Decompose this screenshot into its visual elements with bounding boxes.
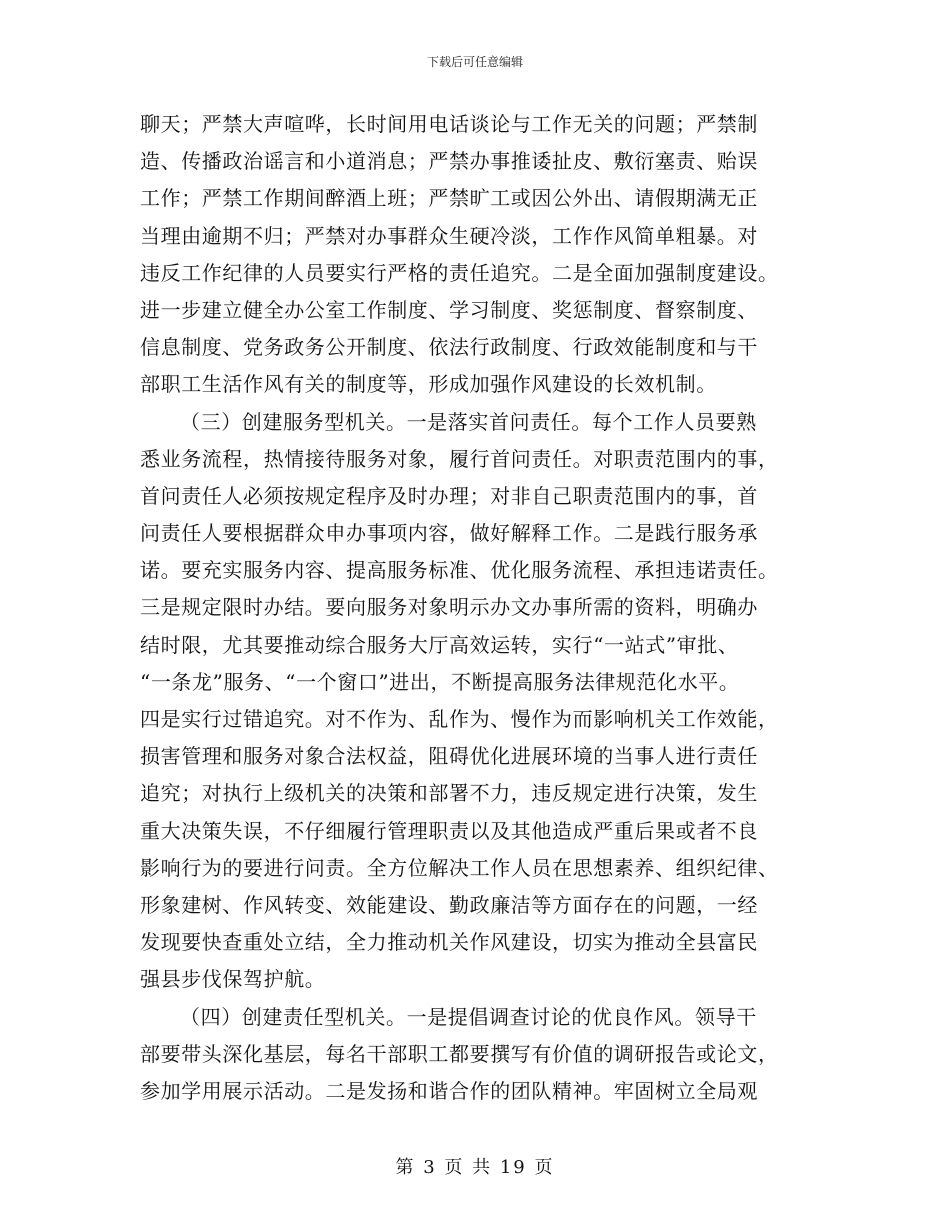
- text-line: 三是规定限时办结。要向服务对象明示办文办事所需的资料，明确办: [140, 595, 758, 620]
- text-line: 损害管理和服务对象合法权益，阻碍优化进展环境的当事人进行责任: [140, 744, 758, 769]
- text-line: 形象建树、作风转变、效能建设、勤政廉洁等方面存在的问题，一经: [140, 892, 758, 917]
- text-line: 参加学用展示活动。二是发扬和谐合作的团队精神。牢固树立全局观: [140, 1078, 758, 1103]
- text-line: 当理由逾期不归；严禁对办事群众生硬冷淡，工作作风简单粗暴。对: [140, 223, 758, 248]
- document-body: [140, 106, 820, 1110]
- text-line: 重大决策失误，不仔细履行管理职责以及其他造成严重后果或者不良: [140, 818, 758, 843]
- text-line: 影响行为的要进行问责。全方位解决工作人员在思想素养、组织纪律、: [140, 855, 779, 880]
- text-line: 追究；对执行上级机关的决策和部署不力，违反规定进行决策，发生: [140, 781, 758, 806]
- text-line: “一条龙”服务、“一个窗口”进出，不断提高服务法律规范化水平。: [140, 669, 740, 694]
- page-number-footer: 第 3 页 共 19 页: [395, 1157, 555, 1178]
- text-line: 信息制度、党务政务公开制度、依法行政制度、行政效能制度和与干: [140, 335, 758, 360]
- text-line: 部要带头深化基层，每名干部职工都要撰写有价值的调研报告或论文，: [140, 1041, 779, 1066]
- text-line: 首问责任人必须按规定程序及时办理；对非自己职责范围内的事，首: [140, 483, 758, 508]
- paragraph-start-line: （四）创建责任型机关。一是提倡调查讨论的优良作风。领导干: [180, 1004, 757, 1029]
- page-header: 下载后可任意编辑: [426, 55, 523, 69]
- text-line: 聊天；严禁大声喧哗，长时间用电话谈论与工作无关的问题；严禁制: [140, 112, 758, 136]
- text-line: 进一步建立健全办公室工作制度、学习制度、奖惩制度、督察制度、: [140, 297, 758, 322]
- text-line: 工作；严禁工作期间醉酒上班；严禁旷工或因公外出、请假期满无正: [140, 186, 758, 211]
- text-line: 部职工生活作风有关的制度等，形成加强作风建设的长效机制。: [140, 372, 717, 397]
- text-line: 违反工作纪律的人员要实行严格的责任追究。二是全面加强制度建设。: [140, 260, 779, 285]
- text-line: 诺。要充实服务内容、提高服务标准、优化服务流程、承担违诺责任。: [140, 558, 779, 583]
- text-line: 强县步伐保驾护航。: [140, 967, 326, 992]
- text-line: 四是实行过错追究。对不作为、乱作为、慢作为而影响机关工作效能，: [140, 707, 779, 731]
- text-line: 发现要快查重处立结，全力推动机关作风建设，切实为推动全县富民: [140, 930, 758, 955]
- paragraph-start-line: （三）创建服务型机关。一是落实首问责任。每个工作人员要熟: [180, 409, 757, 434]
- text-line: 问责任人要根据群众申办事项内容，做好解释工作。二是践行服务承: [140, 521, 758, 546]
- text-line: 造、传播政治谣言和小道消息；严禁办事推诿扯皮、敷衍塞责、贻误: [140, 149, 758, 174]
- text-line: 结时限，尤其要推动综合服务大厅高效运转，实行“一站式”审批、: [140, 632, 739, 657]
- text-line: 悉业务流程，热情接待服务对象，履行首问责任。对职责范围内的事，: [140, 446, 779, 471]
